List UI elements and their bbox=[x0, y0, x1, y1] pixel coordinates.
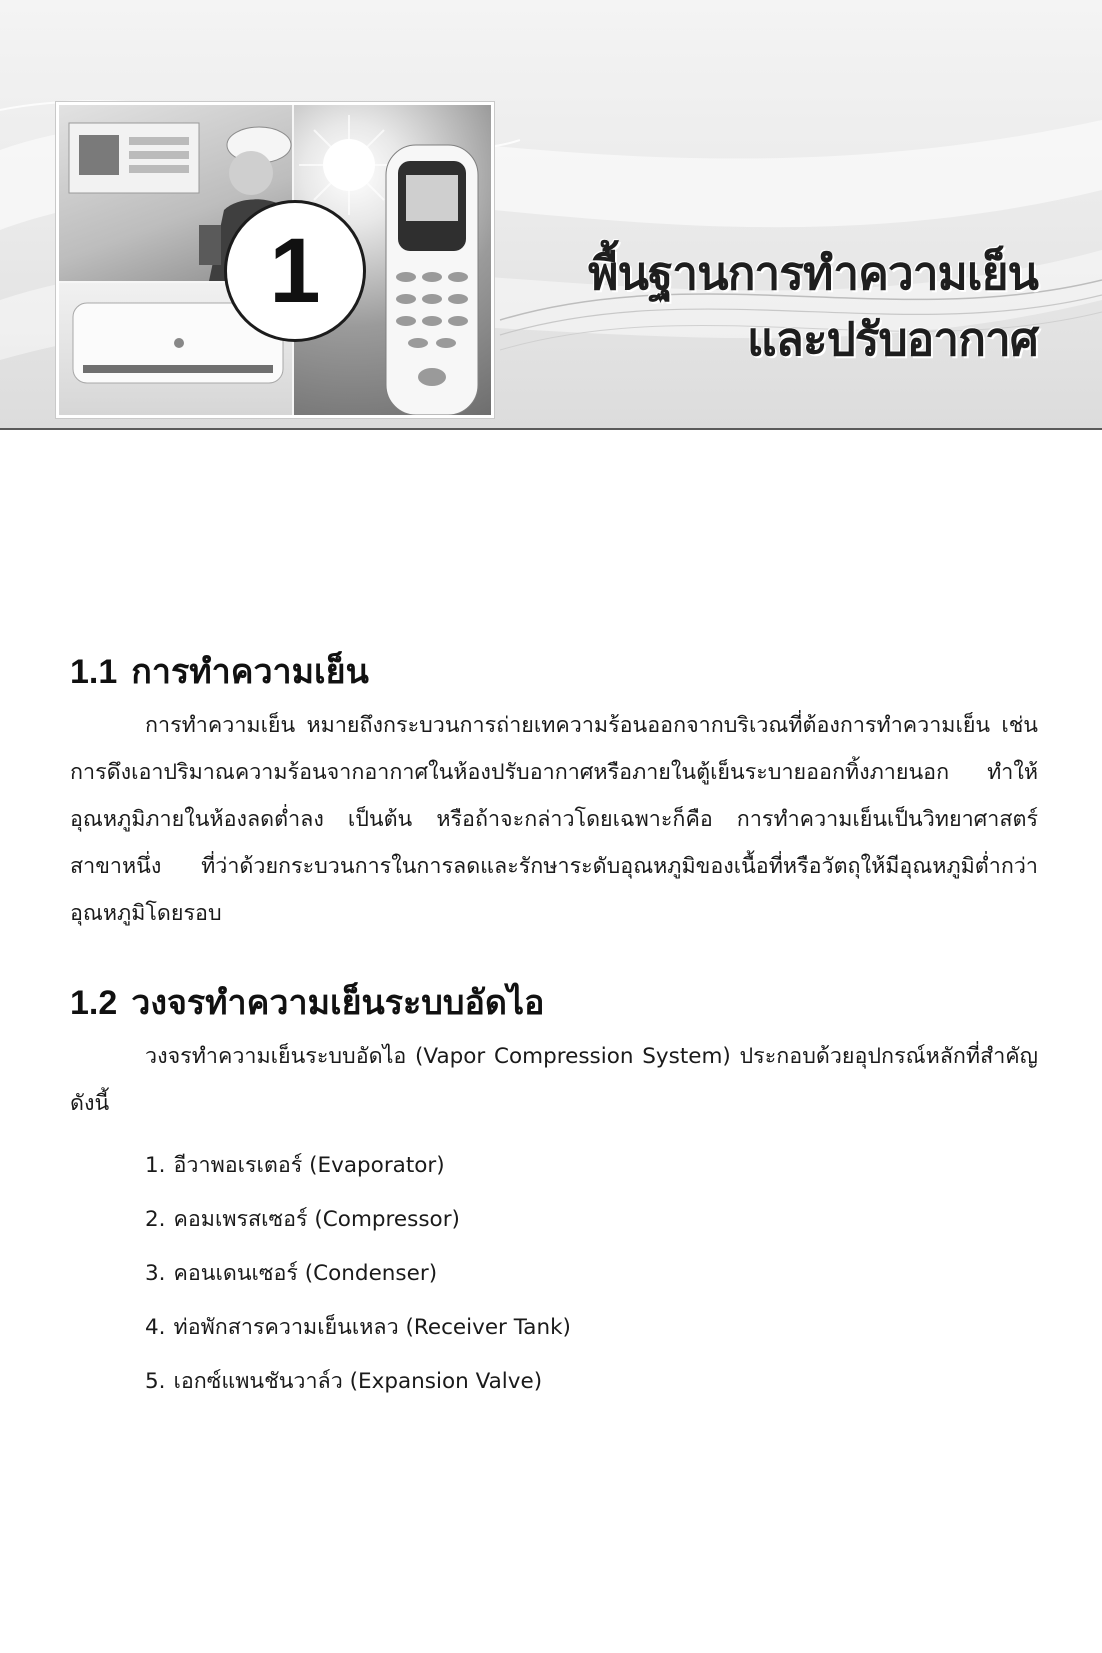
chapter-title bbox=[478, 240, 1038, 372]
section-paragraph: การทำความเย็น หมายถึงกระบวนการถ่ายเทความร้อนออกจากบริเวณที่ต้องการทำความเย็น เช่น การดึงเอาปริมาณความร้อนจากอากาศในห้องปรับอากาศหรือภายในตู้เย็นระบายออกทิ้งภายนอก ทำให้อุณหภูมิภายในห้องลดต่ำลง เป็นต้น หรือถ้าจะกล่าวโดยเฉพาะก็คือ การทำความเย็นเป็นวิทยาศาสตร์สาขาหนึ่ง ที่ว่าด้วยกระบวนการในการลดและรักษาระดับอุณหภูมิของเนื้อที่หรือวัตถุให้มีอุณหภูมิต่ำกว่าอุณหภูมิโดยรอบ bbox=[70, 713, 1038, 926]
list-item-text: ท่อพักสารความเย็นเหลว (Receiver Tank) bbox=[173, 1315, 571, 1340]
list-item-text: คอมเพรสเซอร์ (Compressor) bbox=[173, 1207, 460, 1232]
chapter-number-badge: 1 bbox=[224, 200, 366, 342]
banner-divider bbox=[0, 428, 1102, 430]
list-item-number: 4. bbox=[145, 1315, 166, 1340]
section-title: การทำความเย็น bbox=[131, 652, 369, 692]
section-paragraph: วงจรทำความเย็นระบบอัดไอ (Vapor Compression System) ประกอบด้วยอุปกรณ์หลักที่สำคัญดังนี้ bbox=[70, 1044, 1038, 1116]
chapter-title-line1: พื้นฐานการทำความเย็น bbox=[588, 246, 1038, 300]
section-1-2 bbox=[70, 981, 1038, 1409]
list-item-number: 1. bbox=[145, 1153, 166, 1178]
list-item bbox=[145, 1355, 1038, 1409]
list-item bbox=[145, 1301, 1038, 1355]
list-item-number: 5. bbox=[145, 1369, 166, 1394]
list-item bbox=[145, 1193, 1038, 1247]
component-list bbox=[70, 1139, 1038, 1409]
list-item bbox=[145, 1139, 1038, 1193]
list-item-text: เอกซ์แพนชันวาล์ว (Expansion Valve) bbox=[173, 1369, 543, 1394]
list-item bbox=[145, 1247, 1038, 1301]
chapter-banner bbox=[0, 0, 1102, 430]
section-title: วงจรทำความเย็นระบบอัดไอ bbox=[131, 983, 545, 1023]
section-number: 1.1 bbox=[70, 653, 118, 691]
section-number: 1.2 bbox=[70, 984, 118, 1022]
page-content bbox=[70, 650, 1038, 1409]
list-item-number: 3. bbox=[145, 1261, 166, 1286]
list-item-text: อีวาพอเรเตอร์ (Evaporator) bbox=[173, 1153, 445, 1178]
list-item-text: คอนเดนเซอร์ (Condenser) bbox=[173, 1261, 438, 1286]
section-heading bbox=[70, 650, 1038, 694]
section-1-1 bbox=[70, 650, 1038, 937]
section-heading bbox=[70, 981, 1038, 1025]
chapter-title-line2: และปรับอากาศ bbox=[747, 312, 1038, 366]
list-item-number: 2. bbox=[145, 1207, 166, 1232]
